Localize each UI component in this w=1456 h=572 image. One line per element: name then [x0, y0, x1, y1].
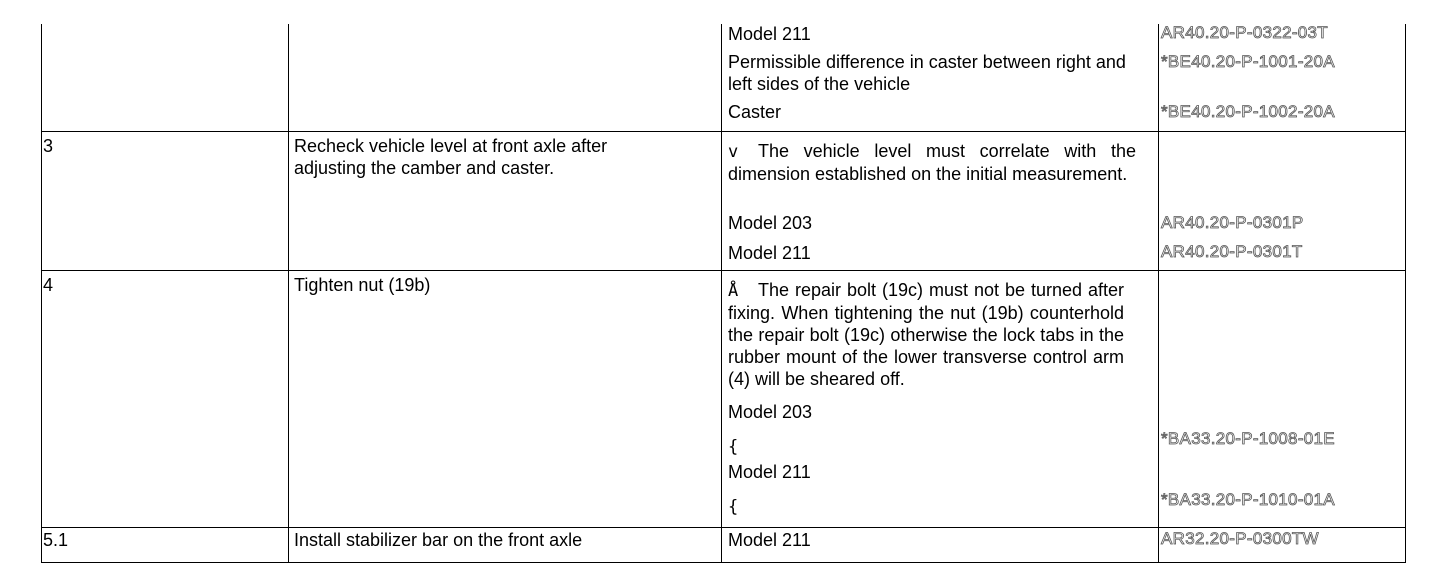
column-divider — [1405, 24, 1406, 563]
spec-label: Permissible difference in caster between right and left sides of the vehicle — [728, 52, 1126, 94]
row-divider — [41, 131, 1406, 132]
spec-label: Caster — [728, 102, 782, 122]
caution-symbol-icon: Å — [728, 281, 739, 301]
torque-symbol-icon: { — [728, 437, 739, 457]
reference-link[interactable]: *BA33.20-P-1010-01A — [1161, 490, 1335, 509]
reference-link[interactable]: *BA33.20-P-1008-01E — [1161, 429, 1335, 448]
reference-link[interactable]: AR40.20-P-0301T — [1161, 242, 1303, 261]
step-number: 3 — [43, 136, 54, 156]
torque-symbol-icon: { — [728, 497, 739, 517]
step-note — [728, 279, 1124, 390]
reference-link[interactable]: AR40.20-P-0301P — [1161, 213, 1304, 232]
model-label: Model 203 — [728, 402, 813, 422]
column-divider — [41, 24, 42, 563]
reference-link[interactable]: *BE40.20-P-1002-20A — [1161, 102, 1335, 121]
note-symbol-icon: v — [728, 142, 739, 162]
model-label: Model 211 — [728, 530, 811, 550]
step-action: Install stabilizer bar on the front axle — [294, 530, 583, 550]
step-note — [728, 140, 1136, 185]
note-text: The repair bolt (19c) must not be turned after fixing. When tightening the nut (19b) counterhold the repair bolt (19c) otherwise the lock tabs in the rubber mount of the lower transverse control arm (4) will be sheared off. — [728, 280, 1124, 389]
note-text: The vehicle level must correlate with the dimension established on the initial measurement. — [728, 141, 1136, 184]
model-label: Model 203 — [728, 213, 813, 233]
column-divider — [1158, 24, 1159, 563]
step-action: Tighten nut (19b) — [294, 275, 431, 295]
model-label: Model 211 — [728, 243, 811, 263]
table-bottom-border — [41, 562, 1406, 563]
step-action: Recheck vehicle level at front axle after adjusting the camber and caster. — [294, 136, 608, 178]
model-label: Model 211 — [728, 462, 811, 482]
reference-link[interactable]: AR32.20-P-0300TW — [1161, 529, 1319, 548]
column-divider — [288, 24, 289, 563]
reference-link[interactable]: AR40.20-P-0322-03T — [1161, 23, 1328, 42]
step-number: 4 — [43, 275, 54, 295]
step-number: 5.1 — [43, 530, 69, 550]
row-divider — [41, 270, 1406, 271]
column-divider — [721, 24, 722, 563]
reference-link[interactable]: *BE40.20-P-1001-20A — [1161, 52, 1335, 71]
model-label: Model 211 — [728, 24, 811, 44]
